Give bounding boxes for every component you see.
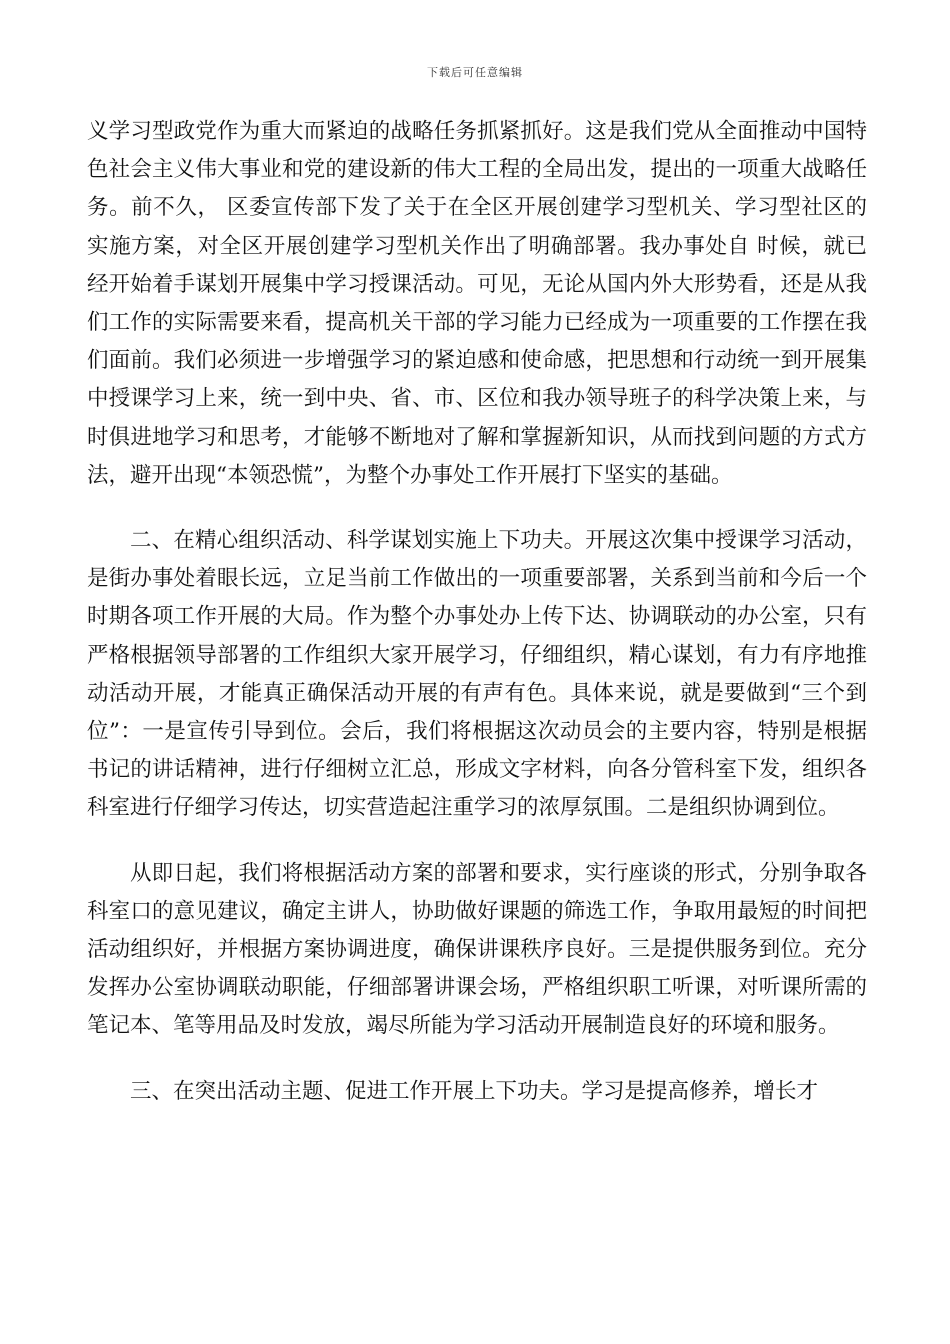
paragraph-organization: 从即日起，我们将根据活动方案的部署和要求，实行座谈的形式，分别争取各科室口的意见建议，确定主讲人，协助做好课题的筛选工作，争取用最短的时间把活动组织好，并根据方案协调进度，确保讲课秩序良好。三是提供服务到位。充分发挥办公室协调联动职能，仔细部署讲课会场，严格组织职工听课，对听课所需的笔记本、笔等用品及时发放，竭尽所能为学习活动开展制造良好的环境和服务。 xyxy=(87,860,867,1039)
document-body xyxy=(87,113,867,1138)
paragraph-continuation: 义学习型政党作为重大而紧迫的战略任务抓紧抓好。这是我们党从全面推动中国特色社会主义伟大事业和党的建设新的伟大工程的全局出发，提出的一项重大战略任务。前不久， 区委宣传部下发了关于在全区开展创建学习型机关、学习型社区的实施方案，对全区开展创建学习型机关作出了明确部署。我办事处自 时候，就已经开始着手谋划开展集中学习授课活动。可见，无论从国内外大形势看，还是从我们工作的实际需要来看，提高机关干部的学习能力已经成为一项重要的工作摆在我们面前。我们必须进一步增强学习的紧迫感和使命感，把思想和行动统一到开展集中授课学习上来，统一到中央、省、市、区位和我办领导班子的科学决策上来，与时俱进地学习和思考，才能够不断地对了解和掌握新知识，从而找到问题的方式方法，避开出现“本领恐慌”，为整个办事处工作开展打下坚实的基础。 xyxy=(87,119,867,488)
paragraph-section-two: 二、在精心组织活动、科学谋划实施上下功夫。开展这次集中授课学习活动，是街办事处着眼长远，立足当前工作做出的一项重要部署，关系到当前和今后一个时期各项工作开展的大局。作为整个办事处办上传下达、协调联动的办公室，只有严格根据领导部署的工作组织大家开展学习，仔细组织，精心谋划，有力有序地推动活动开展，才能真正确保活动开展的有声有色。具体来说，就是要做到“三个到位”：一是宣传引导到位。会后，我们将根据这次动员会的主要内容，特别是根据书记的讲话精神，进行仔细树立汇总，形成文字材料，向各分管科室下发，组织各科室进行仔细学习传达，切实营造起注重学习的浓厚氛围。二是组织协调到位。 xyxy=(87,528,867,821)
paragraph-section-three: 三、在突出活动主题、促进工作开展上下功夫。学习是提高修养，增长才 xyxy=(130,1078,819,1104)
page-header: 下载后可任意编辑 xyxy=(427,66,523,79)
